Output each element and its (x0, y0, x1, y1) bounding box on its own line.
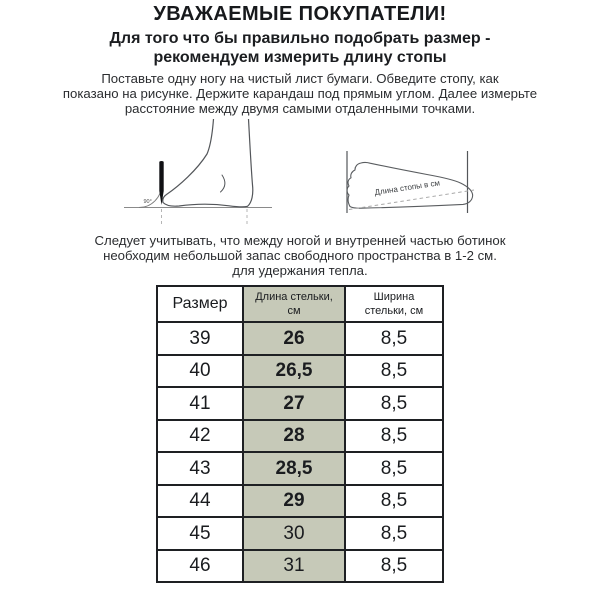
size-cell: 42 (157, 420, 243, 453)
table-row (157, 452, 443, 485)
length-cell: 30 (243, 517, 345, 550)
intro-line-2: показано на рисунке. Держите карандаш под прямым углом. Далее измерьте (62, 85, 538, 101)
width-cell: 8,5 (345, 517, 443, 550)
note-paragraph (0, 234, 600, 279)
size-cell: 44 (157, 485, 243, 518)
table-header-length: Длина стельки, см (243, 286, 345, 322)
size-cell: 45 (157, 517, 243, 550)
foot-length-figure (326, 119, 496, 221)
intro-line-1: Поставьте одну ногу на чистый лист бумаги. Обведите стопу, как (101, 71, 499, 86)
subtitle (0, 29, 600, 67)
length-cell: 26 (243, 322, 345, 355)
size-cell: 39 (157, 322, 243, 355)
figures-row (0, 119, 600, 225)
size-cell: 46 (157, 550, 243, 583)
length-label: Длина стопы в см (373, 178, 441, 197)
table-row (157, 420, 443, 453)
length-cell: 28 (243, 420, 345, 453)
intro-line-3: расстояние между двумя самыми отдаленными точками. (124, 100, 476, 116)
foot-measure-side-figure (104, 119, 278, 225)
length-cell: 29 (243, 485, 345, 518)
foot-measure-side-illustration (118, 119, 278, 225)
table-row (157, 485, 443, 518)
length-cell: 26,5 (243, 355, 345, 388)
table-header-width: Ширина стельки, см (345, 286, 443, 322)
width-cell: 8,5 (345, 485, 443, 518)
width-cell: 8,5 (345, 420, 443, 453)
table-header-row (157, 286, 443, 322)
size-table (156, 285, 444, 583)
angle-label: 90° (143, 198, 152, 205)
table-header-size: Размер (157, 286, 243, 322)
size-cell: 40 (157, 355, 243, 388)
page-title: УВАЖАЕМЫЕ ПОКУПАТЕЛИ! (153, 3, 447, 25)
width-cell: 8,5 (345, 322, 443, 355)
size-cell: 43 (157, 452, 243, 485)
dashed-guide-lines (162, 209, 248, 224)
subtitle-line-2: рекомендуем измерить длину стопы (153, 49, 447, 66)
width-cell: 8,5 (345, 452, 443, 485)
note-line-1: Следует учитывать, что между ногой и внутренней частью ботинок (94, 232, 506, 248)
table-row (157, 517, 443, 550)
intro-paragraph (0, 72, 600, 117)
table-row (157, 550, 443, 583)
table-row (157, 322, 443, 355)
subtitle-line-1: Для того что бы правильно подобрать размер - (109, 30, 491, 47)
table-row (157, 355, 443, 388)
width-cell: 8,5 (345, 387, 443, 420)
length-cell: 27 (243, 387, 345, 420)
size-cell: 41 (157, 387, 243, 420)
ankle-mark (221, 175, 225, 192)
length-cell: 28,5 (243, 452, 345, 485)
width-cell: 8,5 (345, 550, 443, 583)
note-line-3: для удержания тепла. (232, 262, 368, 278)
length-cell: 31 (243, 550, 345, 583)
width-cell: 8,5 (345, 355, 443, 388)
note-line-2: необходим небольшой запас свободного пространства в 1-2 см. (103, 247, 497, 263)
table-row (157, 387, 443, 420)
foot-side-outline (163, 119, 253, 207)
foot-length-top-illustration (326, 133, 496, 221)
